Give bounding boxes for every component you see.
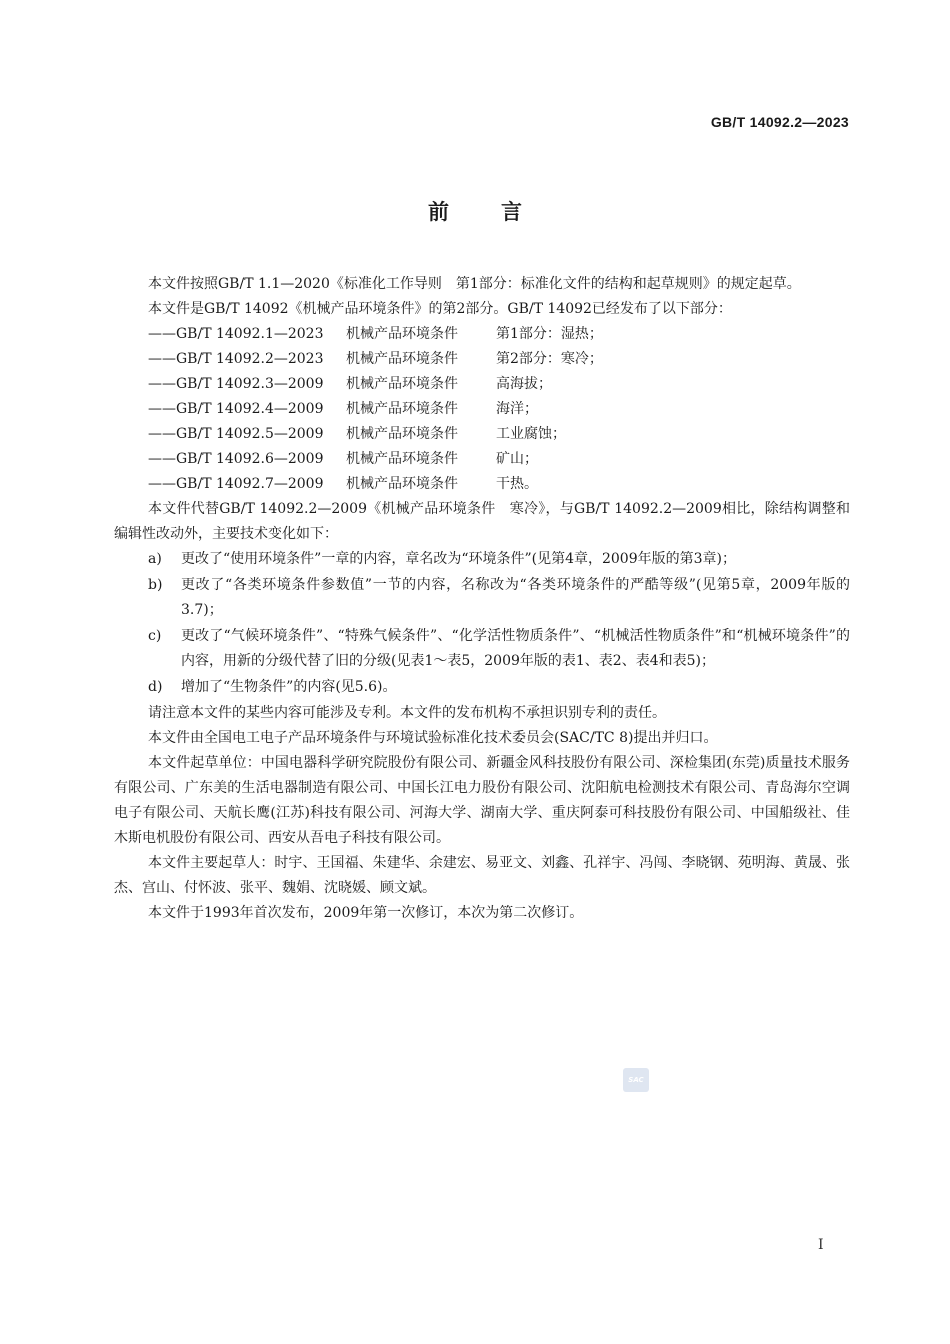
- changes-list-item: a) 更改了“使用环境条件”一章的内容，章名改为“环境条件”(见第4章，2009年版的第3章)；: [148, 551, 736, 567]
- paragraph-drafting-units: 本文件起草单位：中国电器科学研究院股份有限公司、新疆金风科技股份有限公司、深检集团(东莞)质量技术服务有限公司、广东美的生活电器制造有限公司、中国长江电力股份有限公司、沈阳航电检测技术有限公司、青岛海尔空调电子有限公司、天航长鹰(江苏)科技有限公司、河海大学、湖南大学、重庆阿泰可科技股份有限公司、中国船级社、佳木斯电机股份有限公司、西安从吾电子科技有限公司。: [114, 755, 850, 846]
- page-title-part2: 言: [501, 200, 522, 224]
- parts-list-item: ——GB/T 14092.4—2009 机械产品环境条件 海洋；: [148, 401, 538, 417]
- document-code-header: GB/T 14092.2—2023: [710, 114, 849, 130]
- paragraph-series-intro: 本文件是GB/T 14092《机械产品环境条件》的第2部分。GB/T 14092已经发布了以下部分：: [148, 301, 732, 317]
- paragraph-drafters: 本文件主要起草人：时宇、王国福、朱建华、余建宏、易亚文、刘鑫、孔祥宇、冯闯、李晓钢、苑明海、黄晟、张杰、宫山、付怀波、张平、魏娟、沈晓媛、顾文斌。: [114, 855, 850, 896]
- parts-list-item: ——GB/T 14092.7—2009 机械产品环境条件 干热。: [148, 476, 538, 492]
- parts-list-item: ——GB/T 14092.1—2023 机械产品环境条件 第1部分：湿热；: [148, 326, 603, 342]
- parts-list-item: ——GB/T 14092.6—2009 机械产品环境条件 矿山；: [148, 451, 538, 467]
- page-number: I: [818, 1237, 824, 1253]
- changes-list-item: d) 增加了“生物条件”的内容(见5.6)。: [148, 679, 397, 695]
- parts-list-item: ——GB/T 14092.5—2009 机械产品环境条件 工业腐蚀；: [148, 426, 566, 442]
- paragraph-committee: 本文件由全国电工电子产品环境条件与环境试验标准化技术委员会(SAC/TC 8)提出并归口。: [148, 730, 718, 746]
- sac-logo-watermark: SAC: [623, 1068, 649, 1092]
- page-title-part1: 前: [428, 200, 449, 224]
- changes-list: [114, 547, 850, 700]
- paragraph-replacement: 本文件代替GB/T 14092.2—2009《机械产品环境条件 寒冷》，与GB/T 14092.2—2009相比，除结构调整和编辑性改动外，主要技术变化如下：: [114, 501, 850, 542]
- parts-list-item: ——GB/T 14092.3—2009 机械产品环境条件 高海拔；: [148, 376, 552, 392]
- parts-list-item: ——GB/T 14092.2—2023 机械产品环境条件 第2部分：寒冷；: [148, 351, 603, 367]
- changes-list-item: c) 更改了“气候环境条件”、“特殊气候条件”、“化学活性物质条件”、“机械活性物质条件”和“机械环境条件”的内容，用新的分级代替了旧的分级(见表1～表5，2009年版的表1、表2、表4和表5)；: [148, 628, 850, 669]
- parts-list: [114, 322, 850, 497]
- page-title: [0, 196, 950, 226]
- paragraph-drafting-rule: 本文件按照GB/T 1.1—2020《标准化工作导则 第1部分：标准化文件的结构和起草规则》的规定起草。: [148, 276, 801, 292]
- paragraph-patent-notice: 请注意本文件的某些内容可能涉及专利。本文件的发布机构不承担识别专利的责任。: [148, 705, 666, 721]
- changes-list-item: b) 更改了“各类环境条件参数值”一节的内容，名称改为“各类环境条件的严酷等级”(见第5章，2009年版的3.7)；: [148, 577, 850, 618]
- paragraph-history: 本文件于1993年首次发布，2009年第一次修订，本次为第二次修订。: [148, 905, 584, 921]
- foreword-body: [114, 272, 850, 926]
